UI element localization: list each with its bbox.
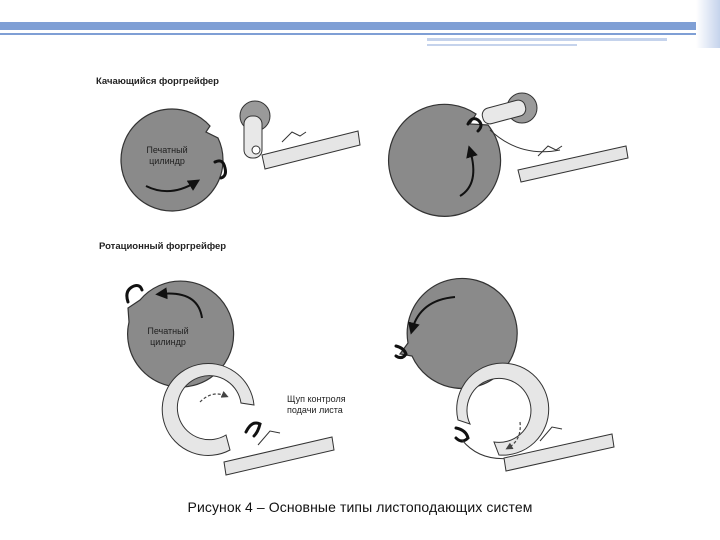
- transfer-drum-ring: [457, 363, 549, 455]
- cylinder-label-line2: цилиндр: [150, 337, 186, 347]
- sensor-label-line2: подачи листа: [287, 405, 343, 415]
- gripper-icon: [246, 423, 260, 436]
- figure-caption: Рисунок 4 – Основные типы листоподающих систем: [187, 499, 533, 515]
- sheet-stop: [282, 132, 306, 142]
- panel-rotary-a: [127, 281, 346, 475]
- sensor-label-line1: Щуп контроля: [287, 394, 346, 404]
- gripper-icon: [456, 428, 468, 441]
- drum-direction-arrow: [200, 394, 226, 402]
- feed-table: [224, 437, 334, 475]
- swing-pivot: [252, 146, 260, 154]
- panel-swing-b: [389, 93, 628, 216]
- cylinder-label-line1: Печатный: [147, 326, 189, 336]
- cylinder-label-line2: цилиндр: [149, 156, 185, 166]
- feed-table: [262, 131, 360, 169]
- sheet-path: [490, 130, 560, 152]
- rotary-gripper-title: Ротационный форгрейфер: [99, 241, 227, 252]
- cylinder-label-line1: Печатный: [146, 145, 188, 155]
- panel-rotary-b: [396, 278, 614, 471]
- sheet-stop: [258, 431, 280, 445]
- panel-swing-a: [121, 101, 360, 211]
- swing-gripper-title: Качающийся форгрейфер: [96, 76, 219, 87]
